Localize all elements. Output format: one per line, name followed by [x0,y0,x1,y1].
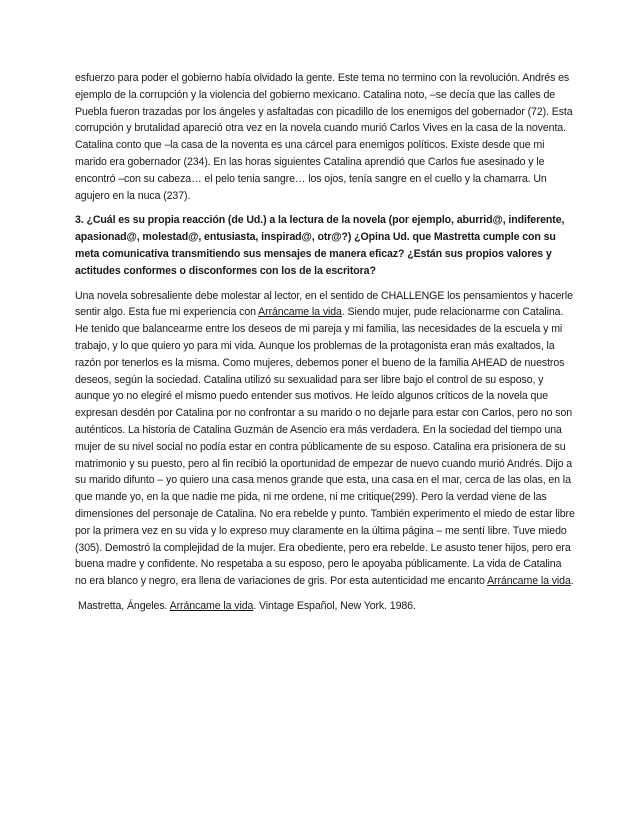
citation-publisher: . Vintage Español, New York. 1986. [253,599,416,612]
answer-text-1: Una novela sobresaliente debe molestar al lector, en el sentido de CHALLENGE los pensamientos y hacerle sentir algo. Esta fue mi experiencia con [75,289,573,319]
book-title-2: Arráncame la vida [487,575,571,588]
paragraph-corruption: esfuerzo para poder el gobierno había olvidado la gente. Este tema no termino con la revolución. Andrés es ejemplo de la corrupción y la violencia del gobierno mexicano. Catalina noto, –se decía que las calles de Puebla fueron trazadas por los ángeles y asfaltadas con picadillo de los enemigos del gobernador (72). Esta corrupción y brutalidad apareció otra vez en la novela cuando murió Carlos Vives en la casa de la noventa. Catalina conto que –la casa de la noventa es una cárcel para enemigos políticos. Existe desde que mi marido era gobernador (234). En las horas siguientes Catalina aprendió que Carlos fue asesinado y le encontró –con su cabeza… el pelo tenia sangre… los ojos, tenía sangre en el cuello y la chamarra. Un agujero en la nuca (237). [75,72,573,202]
document-page [75,70,575,615]
citation-title: Arráncame la vida [169,599,254,612]
answer-text-2: . Siendo mujer, pude relacionarme con Catalina. He tenido que balancearme entre los deseos de mi pareja y mi familia, las necesidades de la escuela y mi trabajo, y lo que quiero yo para mi vida. Aunque los problemas de la protagonista eran más exaltados, la razón por tenerlos es la misma. Como mujeres, debemos poner el bueno de la familia AHEAD de nuestros deseos, según la sociedad. Catalina utilizó su sexualidad para ser libre bajo el control de su esposo, y aunque yo no elegiré el mismo puedo entender sus motivos. He leído algunos críticos de la novela que expresan desdén por Catalina por no confrontar a su marido o no dejarle para estar con Carlos, pero no son auténticos. La historia de Catalina Guzmán de Asencio era más verdadera. En la sociedad del tiempo una mujer de su nivel social no podía estar en contra públicamente de su esposo. Catalina era prisionera de su matrimonio y su puesto, pero al fin recibió la oportunidad de empezar de nuevo cuando murió Andrés. Dijo a su marido difunto – yo quiero una casa menos grande que esta, una casa en el mar, cerca de las olas, en la que mande yo, en la que nadie me pida, ni me ordene, ni me critique(299). Pero la verdad viene de las dimensiones del personaje de Catalina. No era rebelde y punto. También experimento el miedo de estar libre por la primera vez en su vida y lo expreso muy claramente en la última página – me sentí libre. Tuve miedo (305). Demostró la complejidad de la mujer. Era obediente, pero era rebelde. Le asusto tener hijos, pero era buena madre y confidente. No respetaba a su esposo, pero le apoyaba públicamente. La vida de Catalina no era blanco y negro, era llena de variaciones de gris. Por esta autenticidad me encanto [75,306,575,588]
citation-author: Mastretta, Ángeles. [78,599,170,612]
question-3: 3. ¿Cuál es su propia reacción (de Ud.) a la lectura de la novela (por ejemplo, aburrid@, indiferente, apasionad@, molestad@, entusiasta, inspirad@, otr@?) ¿Opina Ud. que Mastretta cumple con su meta comunicativa transmitiendo sus mensajes de manera eficaz? ¿Están sus propios valores y actitudes conformes o disconformes con los de la escritora? [75,214,565,277]
answer-text-3: . [570,575,574,588]
citation [75,598,575,615]
book-title-1: Arráncame la vida [258,306,342,319]
answer-paragraph [75,288,575,590]
